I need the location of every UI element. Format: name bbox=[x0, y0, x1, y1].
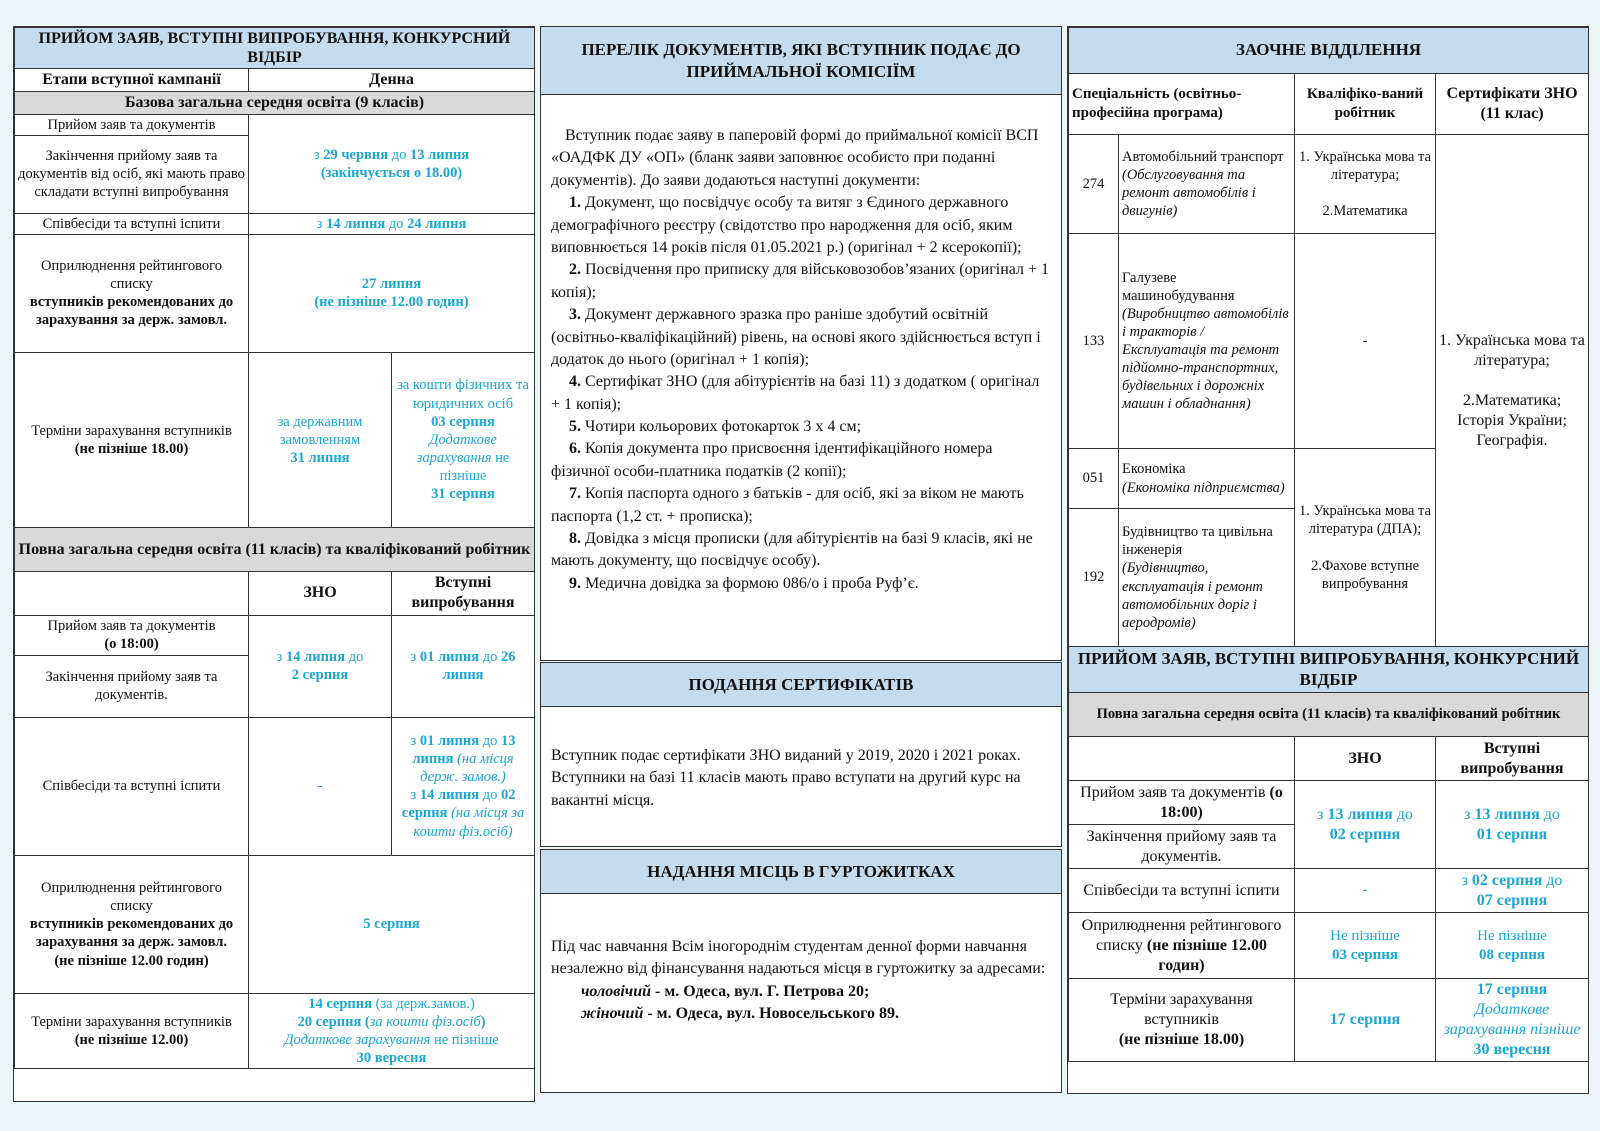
document-item: 9. Медична довідка за формою 086/о і проба Руф’є. bbox=[569, 574, 919, 592]
column-header-qualified: Кваліфіко-ваний робітник bbox=[1295, 74, 1436, 135]
correspondence-title: ЗАОЧНЕ ВІДДІЛЕННЯ bbox=[1069, 28, 1589, 74]
dormitory-text: Під час навчання Всім іногороднім студентам денної форми навчання незалежно від фінансування надаються місця в гуртожитку за адресами: bbox=[551, 938, 1046, 978]
date-rating-full: 5 серпня bbox=[249, 855, 535, 993]
stage-enrollment: Терміни зарахування вступників (не пізніше 18.00) bbox=[15, 352, 249, 527]
document-item: 1. Документ, що посвідчує особу та витяг з Єдиного державного демографічного реєстру (свідотство про народження для осіб, яким виповнюється 14 років після 01.05.2021 р.) (оригінал + 2 ксерокопії); bbox=[551, 194, 1022, 256]
date-interviews-zno: - bbox=[249, 717, 392, 855]
empty-header-cell bbox=[15, 571, 249, 615]
stage-interviews-full: Співбесіди та вступні іспити bbox=[15, 717, 249, 855]
stage-application-full: Прийом заяв та документів (о 18:00) bbox=[15, 615, 249, 655]
document-item: 2. Посвідчення про приписку для військовозобов’язаних (оригінал + 1 копія); bbox=[551, 261, 1050, 301]
date-interviews-exams: з 01 липня до 13 липня (на місця держ. замов.) з 14 липня до 02 серпня (на місця за кошти фіз.осіб) bbox=[392, 717, 535, 855]
documents-list bbox=[551, 192, 1051, 595]
certificate-requirements: 1. Українська мова та література; 2.Математика; Історія України; Географія. bbox=[1436, 135, 1589, 647]
column-header-specialty: Спеціальність (освітньо-професійна програма) bbox=[1069, 74, 1295, 135]
column-header-zno: ЗНО bbox=[1295, 737, 1436, 781]
dormitory-male: чоловічий - м. Одеса, вул. Г. Петрова 20; bbox=[581, 982, 870, 1000]
stage-application-end-full: Закінчення прийому заяв та документів. bbox=[15, 655, 249, 717]
dormitory-panel bbox=[540, 849, 1062, 1093]
documents-intro: Вступник подає заяву в паперовій формі до приймальної комісії ВСП «ОАДФК ДУ «ОП» (бланк заяви заповнює особисто при поданні документів). До заяви додаються наступні документи: bbox=[551, 127, 1039, 189]
column-header-day: Денна bbox=[249, 69, 535, 92]
specialty-name: Галузеве машинобудування (Виробництво автомобілів і тракторів / Експлуатація та ремонт підйомно-транспортних, будівельних і дорожніх машин і обладнання) bbox=[1119, 234, 1295, 449]
stage-rating-list-full: Оприлюднення рейтингового списку вступників рекомендованих до зарахування за держ. замовл. (не пізніше 12.00 годин) bbox=[15, 855, 249, 993]
stage-application-end: Закінчення прийому заяв та документів від осіб, які мають право складати вступні випробування bbox=[15, 135, 249, 213]
date-application-zno: з 14 липня до 2 серпня bbox=[249, 615, 392, 717]
date-enrollment-state: за державним замовленням 31 липня bbox=[249, 352, 392, 527]
specialty-name: Будівництво та цивільна інженерія (Будівництво, експлуатація і ремонт автомобільних доріг і аеродромів) bbox=[1119, 509, 1295, 647]
full-education-header: Повна загальна середня освіта (11 класів) та кваліфікований робітник bbox=[15, 527, 535, 571]
document-item: 4. Сертифікат ЗНО (для абітурієнтів на базі 11) з додатком ( оригінал + 1 копія); bbox=[551, 373, 1040, 413]
column-header-exams: Вступні випробування bbox=[392, 571, 535, 615]
empty-header-cell bbox=[1069, 737, 1295, 781]
date-rating-zno-corr: Не пізніше 03 серпня bbox=[1295, 913, 1436, 979]
column-header-exams: Вступні випробування bbox=[1436, 737, 1589, 781]
stage-interviews-corr: Співбесіди та вступні іспити bbox=[1069, 869, 1295, 913]
document-item: 6. Копія документа про присвоєння ідентифікаційного номера фізичної особи-платника податків (2 копії); bbox=[551, 440, 993, 480]
stage-application-end-corr: Закінчення прийому заяв та документів. bbox=[1069, 825, 1295, 869]
qualified-requirements: 1. Українська мова та література; 2.Математика bbox=[1295, 135, 1436, 234]
admission-schedule-day bbox=[13, 26, 535, 1102]
specialty-code: 192 bbox=[1069, 509, 1119, 647]
specialty-name: Економіка (Економіка підприємства) bbox=[1119, 449, 1295, 509]
basic-education-header: Базова загальна середня освіта (9 класів) bbox=[15, 92, 535, 114]
date-interviews-basic: з 14 липня до 24 липня bbox=[249, 213, 535, 234]
document-item: 7. Копія паспорта одного з батьків - для осіб, які за віком не мають паспорта (1,2 ст. + прописка); bbox=[551, 485, 1024, 525]
section-title: ПРИЙОМ ЗАЯВ, ВСТУПНІ ВИПРОБУВАННЯ, КОНКУРСНИЙ ВІДБІР bbox=[15, 28, 535, 69]
stage-application-corr: Прийом заяв та документів (о 18:00) bbox=[1069, 781, 1295, 825]
certificates-panel bbox=[540, 662, 1062, 847]
date-application-exams: з 01 липня до 26 липня bbox=[392, 615, 535, 717]
specialty-code: 274 bbox=[1069, 135, 1119, 234]
dormitory-title: НАДАННЯ МІСЦЬ В ГУРТОЖИТКАХ bbox=[541, 850, 1061, 894]
column-header-zno: ЗНО bbox=[249, 571, 392, 615]
date-enrollment-exams-corr: 17 серпня Додаткове зарахування пізніше 30 вересня bbox=[1436, 979, 1589, 1062]
document-item: 3. Документ державного зразка про раніше здобутий освітній (освітньо-кваліфікаційний) рівень, на основі якого здійснюється вступ і додаток до нього (оригінал + 1 копія); bbox=[551, 306, 1041, 368]
date-rating-basic: 27 липня (не пізніше 12.00 годин) bbox=[249, 234, 535, 352]
date-application-exams-corr: з 13 липня до 01 серпня bbox=[1436, 781, 1589, 869]
specialty-code: 133 bbox=[1069, 234, 1119, 449]
stage-rating-list: Оприлюднення рейтингового списку вступників рекомендованих до зарахування за держ. замовл. bbox=[15, 234, 249, 352]
date-enrollment-zno-corr: 17 серпня bbox=[1295, 979, 1436, 1062]
documents-title: ПЕРЕЛІК ДОКУМЕНТІВ, ЯКІ ВСТУПНИК ПОДАЄ ДО ПРИЙМАЛЬНОЇ КОМІСІЇМ bbox=[541, 27, 1061, 95]
specialty-code: 051 bbox=[1069, 449, 1119, 509]
stage-interviews: Співбесіди та вступні іспити bbox=[15, 213, 249, 234]
column-header-certificates: Сертифікати ЗНО (11 клас) bbox=[1436, 74, 1589, 135]
date-interviews-exams-corr: з 02 серпня до 07 серпня bbox=[1436, 869, 1589, 913]
dormitory-female: жіночий - м. Одеса, вул. Новосельського 89. bbox=[581, 1005, 900, 1023]
correspondence-admission-title: ПРИЙОМ ЗАЯВ, ВСТУПНІ ВИПРОБУВАННЯ, КОНКУРСНИЙ ВІДБІР bbox=[1069, 647, 1589, 693]
date-application-zno-corr: з 13 липня до 02 серпня bbox=[1295, 781, 1436, 869]
date-application-basic: з 29 червня до 13 липня (закінчується о 18.00) bbox=[249, 114, 535, 213]
date-interviews-zno-corr: - bbox=[1295, 869, 1436, 913]
date-enrollment-funded: за кошти фізичних та юридичних осіб 03 серпня Додаткове зарахування не пізніше 31 серпня bbox=[392, 352, 535, 527]
documents-panel bbox=[540, 26, 1062, 661]
correspondence-table bbox=[1068, 27, 1589, 1062]
specialty-name: Автомобільний транспорт (Обслуговування та ремонт автомобілів і двигунів) bbox=[1119, 135, 1295, 234]
document-item: 8. Довідка з місця прописки (для абітурієнтів на базі 9 класів, які не мають документу, що посвідчує особу). bbox=[551, 530, 1033, 570]
correspondence-department bbox=[1067, 26, 1589, 1094]
date-enrollment-full: 14 серпня (за держ.замов.) 20 серпня (за кошти фіз.осіб) Додаткове зарахування не пізніше 30 вересня bbox=[249, 993, 535, 1069]
certificates-title: ПОДАННЯ СЕРТИФІКАТІВ bbox=[541, 663, 1061, 707]
qualified-requirements: 1. Українська мова та література (ДПА); 2.Фахове вступне випробування bbox=[1295, 449, 1436, 647]
stage-rating-corr: Оприлюднення рейтингового списку (не пізніше 12.00 годин) bbox=[1069, 913, 1295, 979]
stage-enrollment-corr: Терміни зарахування вступників (не пізніше 18.00) bbox=[1069, 979, 1295, 1062]
qualified-requirements: - bbox=[1295, 234, 1436, 449]
document-item: 5. Чотири кольорових фотокарток 3 х 4 см; bbox=[569, 418, 862, 436]
certificates-text: Вступник подає сертифікати ЗНО виданий у 2019, 2020 і 2021 роках. Вступники на базі 11 класів мають право вступати на другий курс на вакантні місця. bbox=[551, 747, 1021, 809]
correspondence-full-header: Повна загальна середня освіта (11 класів) та кваліфікований робітник bbox=[1069, 693, 1589, 737]
day-schedule-table bbox=[14, 27, 535, 1069]
stage-application: Прийом заяв та документів bbox=[15, 114, 249, 135]
stage-enrollment-full: Терміни зарахування вступників (не пізніше 12.00) bbox=[15, 993, 249, 1069]
column-header-stages: Етапи вступної кампанії bbox=[15, 69, 249, 92]
date-rating-exams-corr: Не пізніше 08 серпня bbox=[1436, 913, 1589, 979]
